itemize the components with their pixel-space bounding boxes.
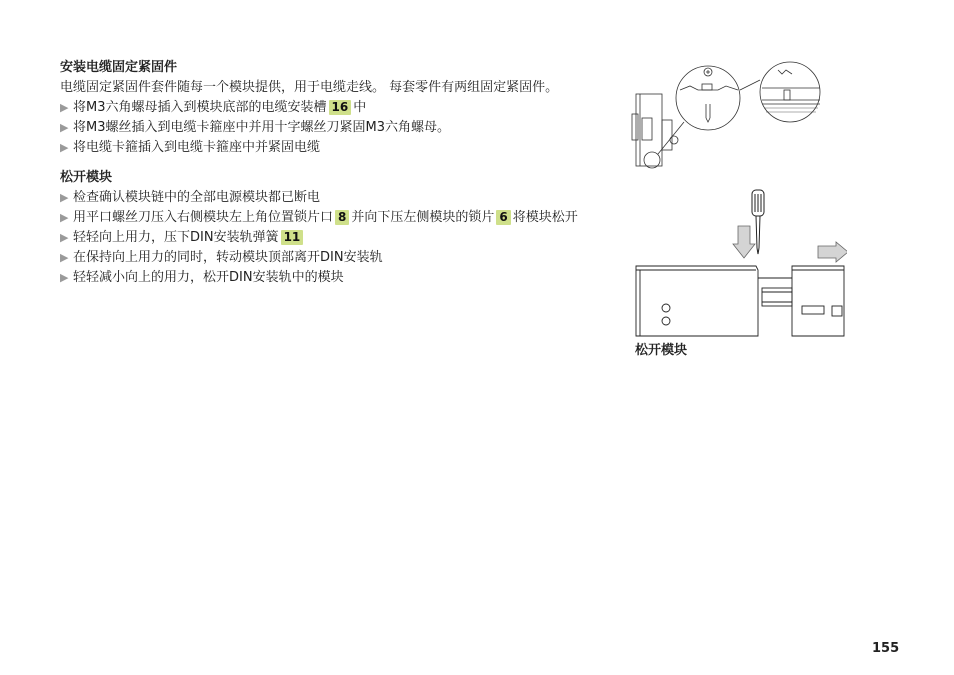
bullet-arrow-icon: ▶ — [60, 141, 69, 154]
step-item — [60, 208, 620, 228]
callout-badge: 8 — [335, 210, 349, 225]
release-module-steps — [60, 188, 620, 288]
callout-badge: 11 — [281, 230, 304, 245]
step-item — [60, 188, 620, 208]
step-item — [60, 98, 620, 118]
step-text: 将M3六角螺母插入到模块底部的电缆安装槽 — [73, 100, 327, 115]
step-item — [60, 268, 620, 288]
section-heading-cable-fastener: 安装电缆固定紧固件 — [60, 60, 178, 75]
step-text: 将模块松开 — [512, 210, 578, 225]
bullet-arrow-icon: ▶ — [60, 251, 69, 264]
bullet-arrow-icon: ▶ — [60, 231, 69, 244]
bullet-arrow-icon: ▶ — [60, 101, 69, 114]
text-column — [60, 58, 620, 288]
figure-caption: 松开模块 — [635, 343, 688, 358]
step-text: 轻轻向上用力，压下DIN安装轨弹簧 — [73, 230, 279, 245]
section-intro: 电缆固定紧固件套件随每一个模块提供，用于电缆走线。 每套零件有两组固定紧固件。 — [60, 80, 559, 95]
step-text: 将M3螺丝插入到电缆卡箍座中并用十字螺丝刀紧固M3六角螺母。 — [73, 120, 450, 135]
step-text: 检查确认模块链中的全部电源模块都已断电 — [73, 190, 321, 205]
bullet-arrow-icon: ▶ — [60, 121, 69, 134]
step-item — [60, 228, 620, 248]
cable-fastener-steps — [60, 98, 620, 158]
step-text: 中 — [353, 100, 367, 115]
callout-badge: 6 — [496, 210, 510, 225]
cable-fastener-illustration — [630, 60, 830, 178]
release-module-illustration — [632, 188, 847, 338]
step-item — [60, 118, 620, 138]
step-text: 轻轻减小向上的用力，松开DIN安装轨中的模块 — [73, 270, 344, 285]
step-text: 用平口螺丝刀压入右侧模块左上角位置锁片口 — [73, 210, 334, 225]
bullet-arrow-icon: ▶ — [60, 211, 69, 224]
page-number: 155 — [872, 641, 900, 656]
callout-badge: 16 — [329, 100, 352, 115]
step-item — [60, 248, 620, 268]
step-text: 并向下压左侧模块的锁片 — [351, 210, 495, 225]
bullet-arrow-icon: ▶ — [60, 191, 69, 204]
step-text: 将电缆卡箍插入到电缆卡箍座中并紧固电缆 — [73, 140, 321, 155]
section-heading-release-module: 松开模块 — [60, 170, 113, 185]
bullet-arrow-icon: ▶ — [60, 271, 69, 284]
step-item — [60, 138, 620, 158]
step-text: 在保持向上用力的同时，转动模块顶部离开DIN安装轨 — [73, 250, 383, 265]
